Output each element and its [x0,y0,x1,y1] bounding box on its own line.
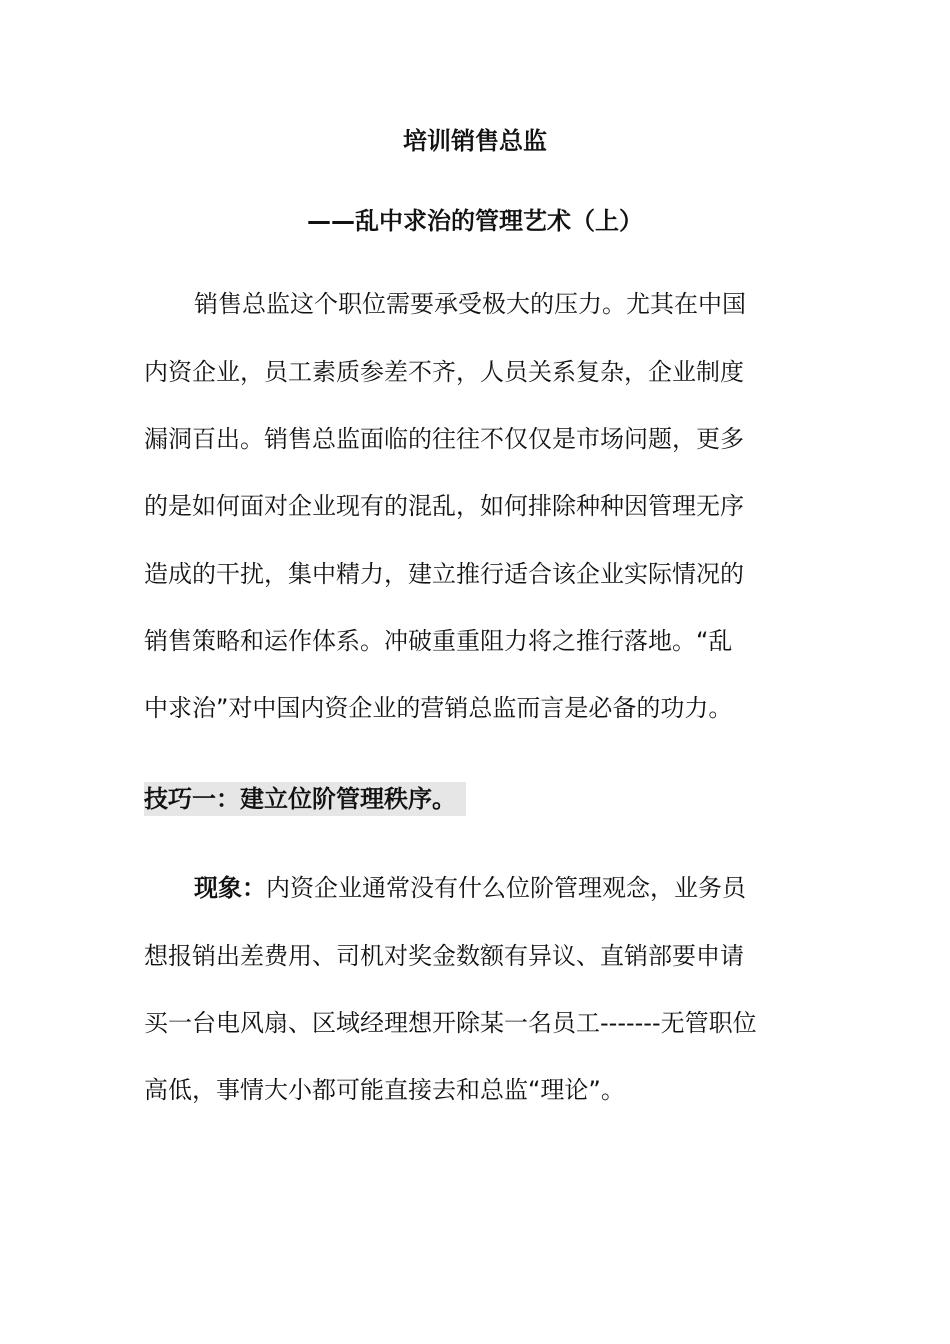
intro-line-5: 造成的干扰，集中精力，建立推行适合该企业实际情况的 [144,560,744,588]
intro-line-1: 销售总监这个职位需要承受极大的压力。尤其在中国 [194,290,746,318]
phenomenon-text: 内资企业通常没有什么位阶管理观念，业务员 [266,874,746,902]
intro-line-3: 漏洞百出。销售总监面临的往往不仅仅是市场问题，更多 [144,425,744,453]
phenomenon-label: 现象： [194,874,266,902]
phenomenon-line-2: 想报销出差费用、司机对奖金数额有异议、直销部要申请 [144,942,744,970]
intro-line-4: 的是如何面对企业现有的混乱，如何排除种种因管理无序 [144,492,744,520]
document-subtitle: ——乱中求治的管理艺术（上） [307,207,643,235]
phenomenon-line-4: 高低，事情大小都可能直接去和总监“理论”。 [144,1076,625,1104]
phenomenon-line-1 [194,871,746,905]
intro-line-6: 销售策略和运作体系。冲破重重阻力将之推行落地。“乱 [144,627,733,655]
intro-line-2: 内资企业，员工素质参差不齐，人员关系复杂，企业制度 [144,358,744,386]
phenomenon-line-3: 买一台电风扇、区域经理想开除某一名员工-------无管职位 [144,1009,757,1037]
intro-line-7: 中求治”对中国内资企业的营销总监而言是必备的功力。 [144,694,733,722]
section-heading: 技巧一：建立位阶管理秩序。 [144,782,466,816]
document-title: 培训销售总监 [403,127,547,155]
